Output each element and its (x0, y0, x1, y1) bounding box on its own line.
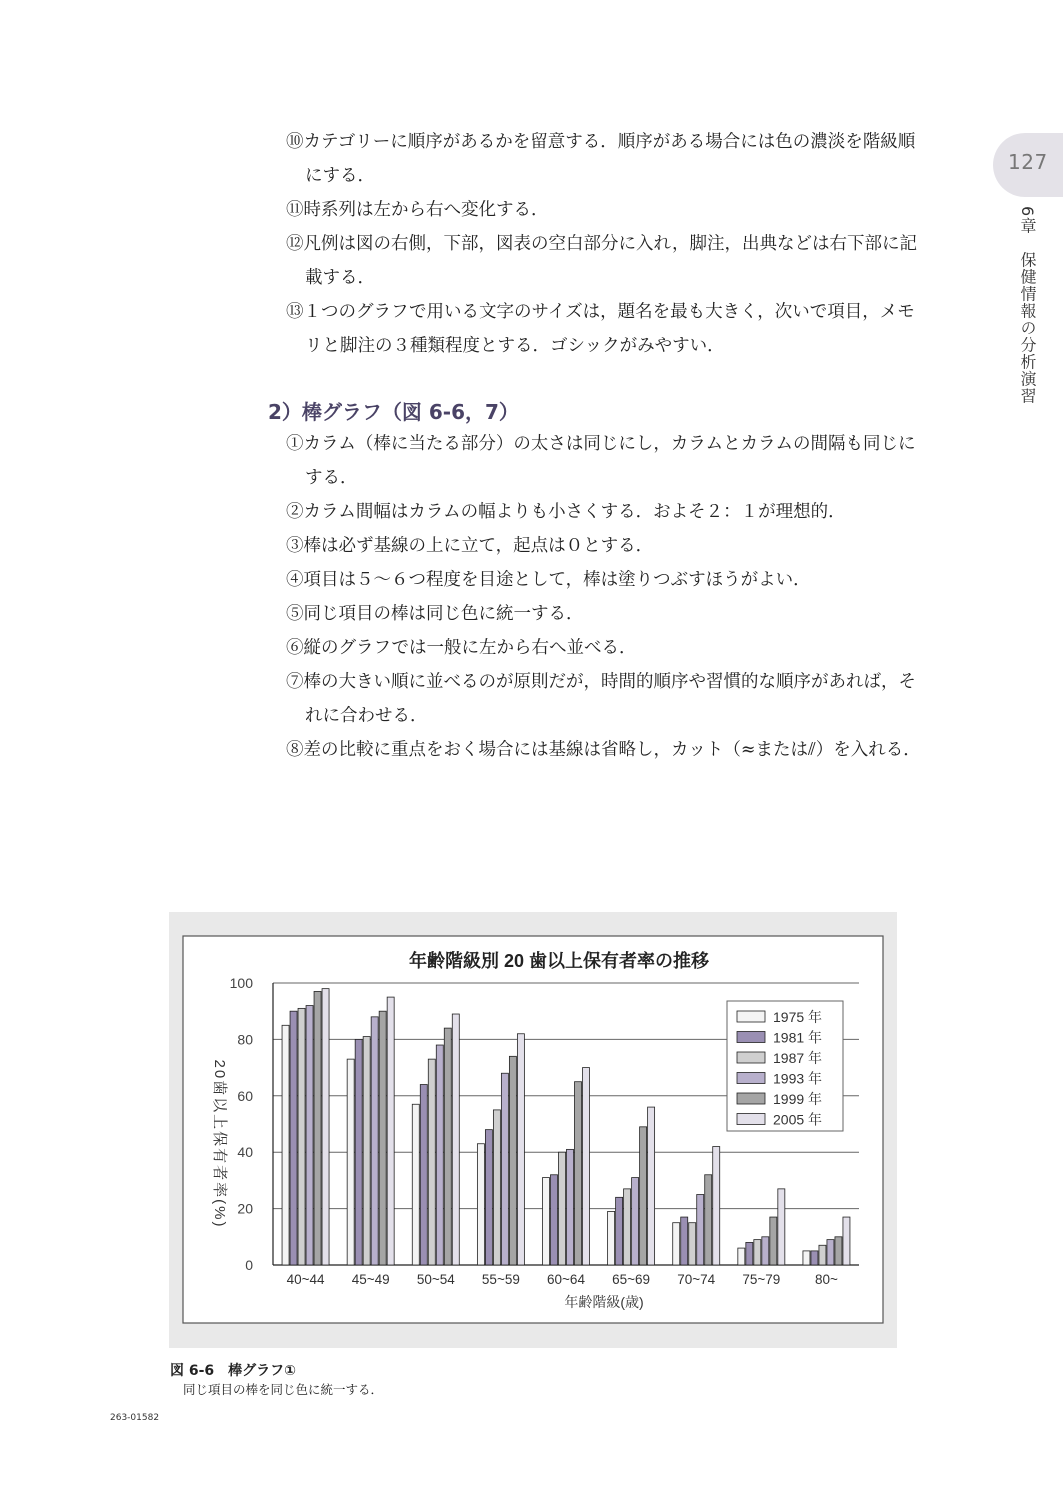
list-item-6: ⑥縦のグラフでは一般に左から右へ並べる． (286, 638, 637, 658)
list-item-11: ⑪時系列は左から右へ変化する． (286, 200, 549, 220)
legend-swatch (737, 1011, 765, 1022)
bar-45~49-1993 年 (371, 1017, 378, 1265)
bar-75~79-1975 年 (738, 1248, 745, 1265)
bar-65~69-2005 年 (648, 1107, 655, 1265)
bar-70~74-1981 年 (681, 1217, 688, 1265)
bar-65~69-1975 年 (608, 1211, 615, 1265)
legend-label: 1999 年 (773, 1091, 823, 1107)
legend-swatch (737, 1073, 765, 1084)
bar-65~69-1987 年 (624, 1189, 631, 1265)
bar-80~-2005 年 (843, 1217, 850, 1265)
bar-60~64-1981 年 (551, 1175, 558, 1265)
x-axis-label: 年齢階級(歳) (564, 1294, 644, 1310)
bar-75~79-2005 年 (778, 1189, 785, 1265)
y-tick-label: 100 (229, 975, 253, 991)
x-tick-label: 80~ (814, 1272, 838, 1287)
bar-chart (169, 912, 897, 1348)
bar-45~49-1975 年 (347, 1059, 354, 1265)
legend-label: 1993 年 (773, 1070, 823, 1087)
bar-80~-1993 年 (827, 1240, 834, 1265)
x-tick-label: 75~79 (742, 1272, 781, 1287)
list-item-13-line2: リと脚注の３種類程度とする．ゴシックがみやすい． (305, 336, 725, 356)
bar-65~69-1993 年 (632, 1178, 639, 1265)
bar-55~59-1975 年 (477, 1144, 484, 1265)
chart-title: 年齢階級別 20 歯以上保有者率の推移 (408, 951, 710, 971)
bar-50~54-2005 年 (452, 1014, 459, 1265)
bar-50~54-1987 年 (428, 1059, 435, 1265)
bar-75~79-1981 年 (746, 1242, 753, 1265)
y-tick-label: 20 (237, 1200, 253, 1217)
list-item-10-line2: にする． (305, 166, 375, 186)
bar-55~59-1987 年 (493, 1110, 500, 1265)
page-number: 127 (1008, 150, 1048, 174)
bar-50~54-1975 年 (412, 1104, 419, 1265)
bar-45~49-2005 年 (387, 997, 394, 1265)
bar-40~44-2005 年 (322, 989, 329, 1265)
figure-caption-title: 図 6-6 棒グラフ① (170, 1363, 297, 1379)
legend-swatch (737, 1052, 765, 1063)
bar-55~59-1993 年 (501, 1073, 508, 1265)
bar-40~44-1975 年 (282, 1025, 289, 1265)
bar-45~49-1981 年 (355, 1039, 362, 1265)
y-tick-label: 60 (237, 1087, 253, 1104)
x-tick-label: 60~64 (547, 1272, 585, 1287)
bar-60~64-1993 年 (567, 1149, 574, 1265)
bar-45~49-1987 年 (363, 1037, 370, 1265)
bar-55~59-2005 年 (517, 1034, 524, 1265)
x-tick-label: 70~74 (677, 1272, 716, 1287)
list-item-1-line2: する． (305, 468, 358, 488)
y-tick-label: 0 (245, 1257, 253, 1273)
x-tick-label: 55~59 (481, 1272, 520, 1287)
bar-50~54-1993 年 (436, 1045, 443, 1265)
list-item-7-line2: れに合わせる． (305, 706, 428, 726)
section-heading: 2）棒グラフ（図 6-6，7） (268, 400, 519, 424)
bar-40~44-1999 年 (314, 991, 321, 1265)
bar-70~74-2005 年 (713, 1147, 720, 1265)
list-item-12-line1: ⑫凡例は図の右側，下部，図表の空白部分に入れ，脚注，出典などは右下部に記 (286, 234, 918, 254)
list-item-5: ⑤同じ項目の棒は同じ色に統一する． (286, 604, 584, 624)
bar-55~59-1981 年 (485, 1130, 492, 1265)
bar-45~49-1999 年 (379, 1011, 386, 1265)
bar-60~64-1987 年 (559, 1152, 566, 1265)
bar-40~44-1987 年 (298, 1008, 305, 1265)
legend-swatch (737, 1032, 765, 1043)
bar-80~-1975 年 (803, 1251, 810, 1265)
y-tick-label: 40 (237, 1144, 253, 1161)
list-item-10-line1: ⑩カテゴリーに順序があるかを留意する．順序がある場合には色の濃淡を階級順 (286, 132, 916, 152)
bar-80~-1999 年 (835, 1237, 842, 1265)
legend-label: 2005 年 (773, 1111, 823, 1128)
bar-75~79-1999 年 (770, 1217, 777, 1265)
list-item-2: ②カラム間幅はカラムの幅よりも小さくする．およそ２：１が理想的． (286, 502, 846, 522)
list-item-7-line1: ⑦棒の大きい順に並べるのが原則だが，時間的順序や習慣的な順序があれば，そ (286, 672, 916, 692)
x-tick-label: 45~49 (351, 1272, 390, 1287)
list-item-3: ③棒は必ず基線の上に立て，起点は０とする． (286, 536, 654, 556)
x-tick-label: 50~54 (416, 1272, 455, 1287)
y-tick-label: 80 (237, 1031, 253, 1048)
bar-60~64-1975 年 (543, 1178, 550, 1265)
bar-50~54-1999 年 (444, 1028, 451, 1265)
legend-label: 1981 年 (773, 1029, 823, 1046)
bar-75~79-1987 年 (754, 1240, 761, 1265)
x-tick-label: 40~44 (286, 1272, 325, 1287)
bar-40~44-1993 年 (306, 1006, 313, 1265)
bar-80~-1987 年 (819, 1245, 826, 1265)
bar-80~-1981 年 (811, 1251, 818, 1265)
bar-50~54-1981 年 (420, 1085, 427, 1265)
bar-70~74-1987 年 (689, 1223, 696, 1265)
bar-60~64-2005 年 (583, 1068, 590, 1265)
bar-70~74-1999 年 (705, 1175, 712, 1265)
figure-caption-subtitle: 同じ項目の棒を同じ色に統一する． (183, 1382, 384, 1397)
legend-label: 1975 年 (773, 1009, 823, 1025)
document-code: 263-01582 (110, 1413, 160, 1423)
bar-40~44-1981 年 (290, 1011, 297, 1265)
list-item-13-line1: ⑬１つのグラフで用いる文字のサイズは，題名を最も大きく，次いで項目，メモ (286, 302, 915, 322)
legend-swatch (737, 1093, 765, 1104)
bar-60~64-1999 年 (575, 1082, 582, 1265)
chapter-side-title: 6章 保健情報の分析演習 (1018, 206, 1037, 405)
bar-55~59-1999 年 (509, 1056, 516, 1265)
bar-65~69-1999 年 (640, 1127, 647, 1265)
legend-label: 1987 年 (773, 1050, 823, 1066)
y-axis-label: 20歯以上保有者率(%) (211, 1059, 228, 1229)
list-item-12-line2: 載する． (305, 268, 375, 288)
bar-75~79-1993 年 (762, 1237, 769, 1265)
bar-65~69-1981 年 (616, 1197, 623, 1265)
list-item-1-line1: ①カラム（棒に当たる部分）の太さは同じにし，カラムとカラムの間隔も同じに (286, 434, 916, 454)
bar-70~74-1975 年 (673, 1223, 680, 1265)
x-tick-label: 65~69 (612, 1272, 651, 1287)
legend-swatch (737, 1114, 765, 1125)
bar-70~74-1993 年 (697, 1195, 704, 1266)
list-item-4: ④項目は５～６つ程度を目途として，棒は塗りつぶすほうがよい． (286, 570, 811, 590)
list-item-8: ⑧差の比較に重点をおく場合には基線は省略し，カット（≈または⫽）を入れる． (286, 740, 921, 760)
